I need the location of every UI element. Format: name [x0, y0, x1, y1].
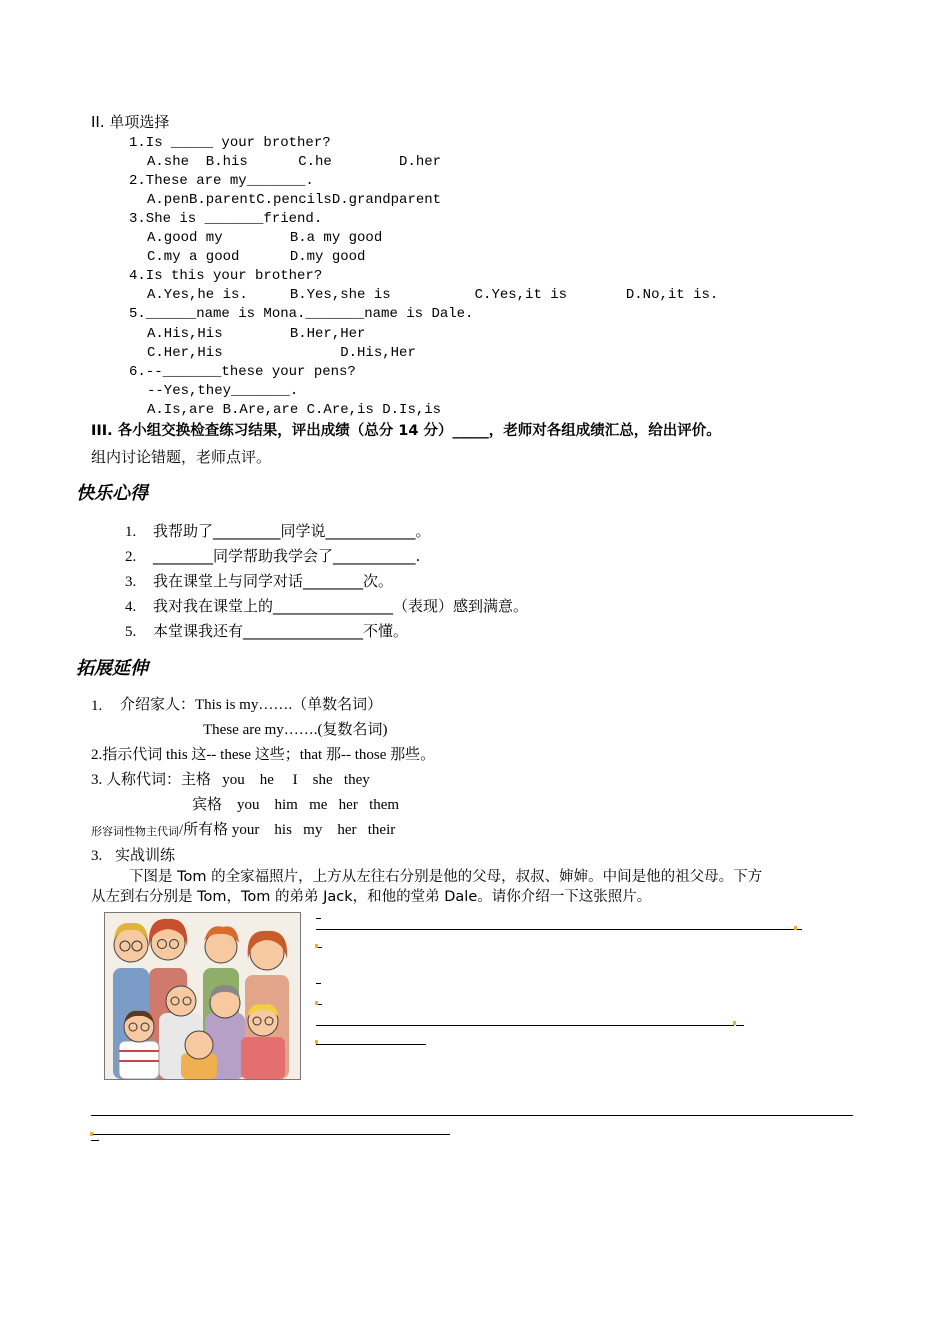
extend-demonstrative-line: 2.指示代词 this 这-- these 这些；that 那-- those 那些。: [91, 747, 436, 763]
extend-practice-title: 实战训练: [115, 846, 176, 864]
extend-pronoun-object-line: 宾格 you him me her them: [192, 797, 400, 813]
writing-line-stub: [91, 1140, 99, 1141]
list-number: 3.: [125, 574, 137, 590]
list-item: 本堂课我还有________________不懂。: [153, 622, 409, 640]
writing-line: [316, 1025, 734, 1026]
option-line: A.Yes,he is. B.Yes,she is C.Yes,it is D.No,it is.: [147, 287, 719, 303]
extend-title: 拓展延伸: [76, 658, 148, 679]
list-item: 我在课堂上与同学对话________次。: [153, 572, 394, 590]
option-line: A.she B.his C.he D.her: [147, 154, 442, 170]
option-line: A.His,His B.Her,Her: [147, 326, 366, 342]
text-marker: [733, 1021, 736, 1025]
text-marker: [90, 1132, 93, 1136]
extend-pronoun-subject-line: 3. 人称代词：主格 you he I she they: [91, 772, 370, 788]
text-marker: [315, 1040, 318, 1044]
section-3-instruction: III. 各小组交换检查练习结果，评出成绩（总分 14 分）_____，老师对各组成绩汇总，给出评价。: [91, 423, 721, 439]
text-marker: [794, 926, 797, 930]
list-item: ________同学帮助我学会了___________.: [153, 547, 421, 565]
practice-paragraph-line: 从左到右分别是 Tom，Tom 的弟弟 Jack，和他的堂弟 Dale。请你介绍一下这张照片。: [91, 889, 652, 905]
writing-line: [316, 1044, 426, 1045]
extend-item-number: 3.: [91, 848, 103, 864]
writing-line-stub: [316, 918, 321, 919]
list-number: 1.: [125, 524, 137, 540]
writing-line-tail: [736, 1025, 744, 1026]
writing-line-stub: [316, 983, 321, 984]
question-line: 6.--_______these your pens?: [129, 364, 356, 380]
option-line: C.my a good D.my good: [147, 249, 366, 265]
question-line: 2.These are my_______.: [129, 173, 314, 189]
extend-item-number: 1.: [91, 698, 103, 714]
option-line: A.Is,are B.Are,are C.Are,is D.Is,is: [147, 402, 442, 418]
extend-possessive-line: /所有格 your his my her their: [179, 822, 396, 838]
writing-line: [316, 929, 796, 930]
extend-family-line: 介绍家人：This is my…….（单数名词）: [120, 697, 383, 713]
question-line: 3.She is _______friend.: [129, 211, 323, 227]
question-line: 5.______name is Mona._______name is Dale.: [129, 306, 474, 322]
list-number: 4.: [125, 599, 137, 615]
list-number: 5.: [125, 624, 137, 640]
practice-paragraph-line: 下图是 Tom 的全家福照片，上方从左往右分别是他的父母，叔叔、婶婶。中间是他的祖父母。下方: [129, 869, 763, 885]
writing-line: [91, 1115, 853, 1116]
text-marker: [315, 944, 318, 948]
question-line: 4.Is this your brother?: [129, 268, 323, 284]
family-cartoon-illustration: [105, 913, 300, 1079]
question-line: 1.Is _____ your brother?: [129, 135, 331, 151]
list-item: 我帮助了_________同学说____________。: [153, 522, 431, 540]
extend-possessive-label: 形容词性物主代词: [91, 825, 179, 838]
option-line: C.Her,His D.His,Her: [147, 345, 416, 361]
happy-title: 快乐心得: [76, 483, 148, 504]
section-3-note: 组内讨论错题，老师点评。: [91, 448, 272, 466]
list-number: 2.: [125, 549, 137, 565]
option-line: A.good my B.a my good: [147, 230, 383, 246]
list-item: 我对我在课堂上的________________（表现）感到满意。: [153, 597, 529, 615]
section-2-title: II. 单项选择: [91, 113, 170, 131]
option-line: A.penB.parentC.pencilsD.grandparent: [147, 192, 442, 208]
writing-line: [91, 1134, 450, 1135]
extend-family-plural-line: These are my…….(复数名词): [203, 722, 388, 738]
family-photo: [104, 912, 301, 1080]
option-line: --Yes,they_______.: [147, 383, 299, 399]
text-marker: [315, 1001, 318, 1005]
